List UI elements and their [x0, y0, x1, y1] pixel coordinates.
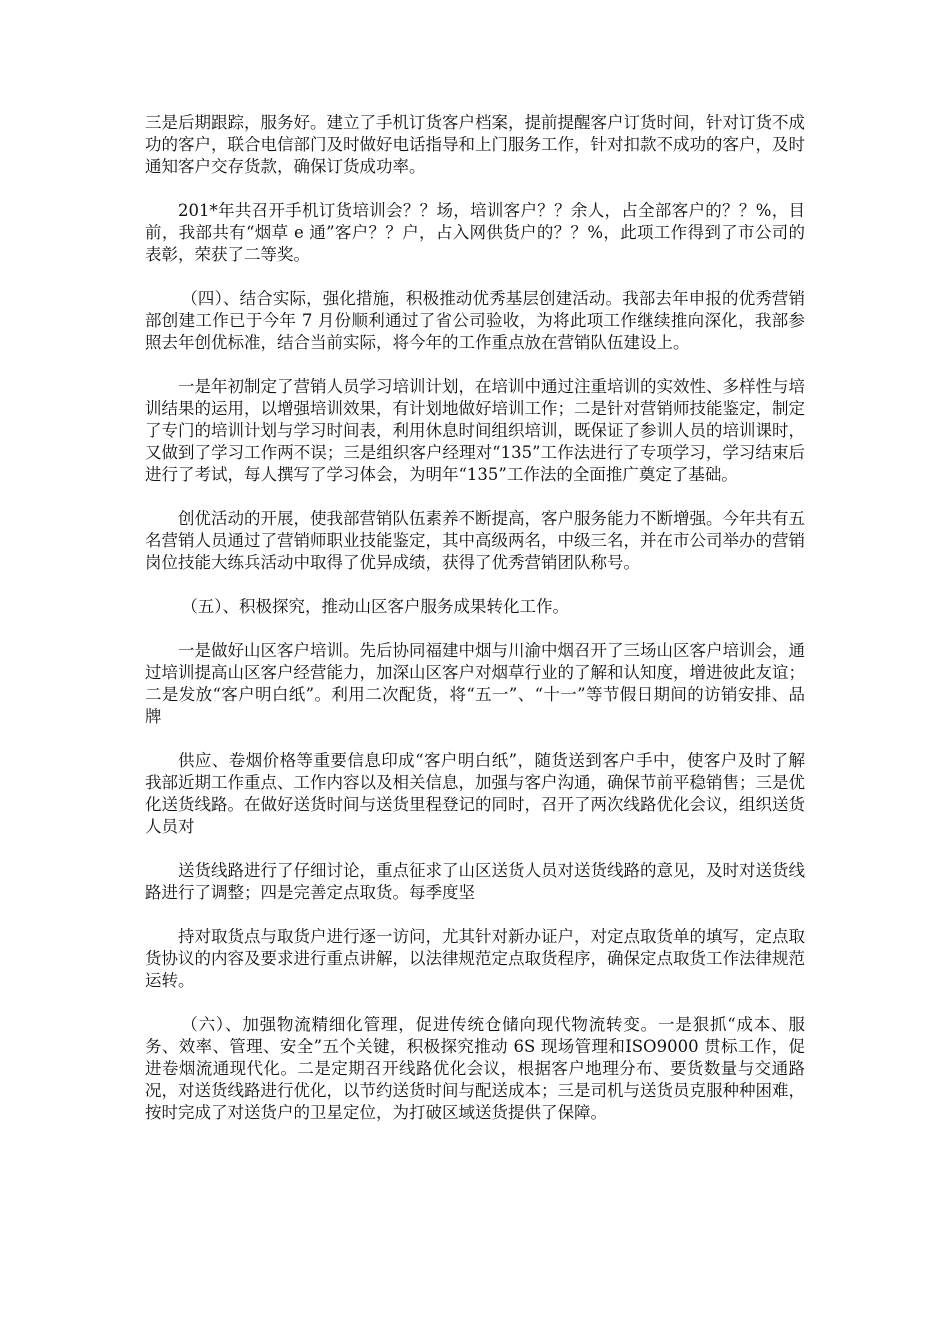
document-body [145, 112, 805, 1146]
paragraph-supply-info: 供应、卷烟价格等重要信息印成“客户明白纸”，随货送到客户手中，使客户及时了解我部近期工作重点、工作内容以及相关信息，加强与客户沟通，确保节前平稳销售；三是优化送货线路。在做好送货时间与送货里程登记的同时，召开了两次线路优化会议，组织送货人员对 [145, 751, 805, 836]
paragraph-mountain-training: 一是做好山区客户培训。先后协同福建中烟与川渝中烟召开了三场山区客户培训会，通过培训提高山区客户经营能力，加深山区客户对烟草行业的了解和认知度，增进彼此友谊；二是发放“客户明白纸”。利用二次配货，将“五一”、“十一”等节假日期间的访销安排、品牌 [145, 641, 805, 726]
paragraph-excellence-results: 创优活动的开展，使我部营销队伍素养不断提高，客户服务能力不断增强。今年共有五名营销人员通过了营销师职业技能鉴定，其中高级两名，中级三名，并在市公司举办的营销岗位技能大练兵活动中取得了优异成绩，获得了优秀营销团队称号。 [145, 509, 805, 572]
paragraph-section-six: （六）、加强物流精细化管理，促进传统仓储向现代物流转变。一是狠抓“成本、服务、效率、管理、安全”五个关键，积极探究推动 6S 现场管理和ISO9000 贯标工作，促进卷烟流通现代化。二是定期召开线路优化会议，根据客户地理分布、要货数量与交通路况，对送货线路进行优化，以节约送货时间与配送成本；三是司机与送货员克服种种困难，按时完成了对送货户的卫星定位，为打破区域送货提供了保障。 [145, 1015, 805, 1122]
paragraph-pickup-points: 持对取货点与取货户进行逐一访问，尤其针对新办证户，对定点取货单的填写，定点取货协议的内容及要求进行重点讲解，以法律规范定点取货程序，确保定点取货工作法律规范运转。 [145, 927, 805, 990]
paragraph-followup-service: 三是后期跟踪，服务好。建立了手机订货客户档案，提前提醒客户订货时间，针对订货不成功的客户，联合电信部门及时做好电话指导和上门服务工作，针对扣款不成功的客户，及时通知客户交存货款，确保订货成功率。 [145, 113, 805, 176]
paragraph-section-five: （五）、积极探究，推动山区客户服务成果转化工作。 [181, 597, 570, 616]
paragraph-training-stats: 201*年共召开手机订货培训会？？场，培训客户？？余人，占全部客户的？？%，目前，我部共有“烟草 e 通”客户？？户，占入网供货户的？？%，此项工作得到了市公司的表彰，荣获了二等奖。 [145, 201, 805, 264]
paragraph-route-adjust: 送货线路进行了仔细讨论，重点征求了山区送货人员对送货线路的意见，及时对送货线路进行了调整；四是完善定点取货。每季度坚 [145, 861, 805, 902]
paragraph-training-plan: 一是年初制定了营销人员学习培训计划，在培训中通过注重培训的实效性、多样性与培训结果的运用，以增强培训效果，有计划地做好培训工作；二是针对营销师技能鉴定，制定了专门的培训计划与学习时间表，利用休息时间组织培训，既保证了参训人员的培训课时，又做到了学习工作两不误；三是组织客户经理对“135”工作法进行了专项学习，学习结束后进行了考试，每人撰写了学习体会，为明年“135”工作法的全面推广奠定了基础。 [145, 377, 805, 484]
paragraph-section-four: （四）、结合实际，强化措施，积极推动优秀基层创建活动。我部去年申报的优秀营销部创建工作已于今年 7 月份顺利通过了省公司验收，为将此项工作继续推向深化，我部参照去年创优标准，结合当前实际，将今年的工作重点放在营销队伍建设上。 [145, 289, 805, 352]
